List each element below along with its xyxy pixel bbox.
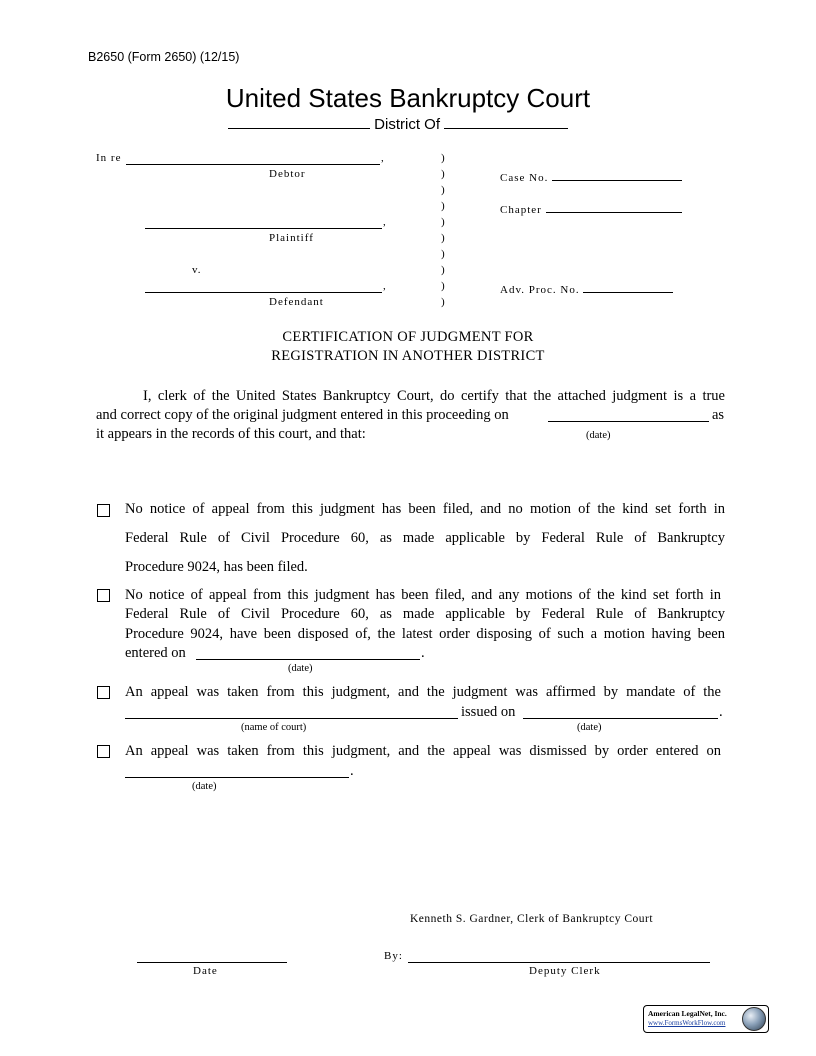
option-4-line-1: An appeal was taken from this judgment, and the appeal was dismissed by order entered on xyxy=(125,743,721,759)
option-3-line-1: An appeal was taken from this judgment, and the judgment was affirmed by mandate of the xyxy=(125,684,721,700)
option-4-date-label: (date) xyxy=(192,781,217,792)
adv-proc-field xyxy=(500,280,673,296)
caption-paren: ) xyxy=(441,168,445,180)
intro-line-1: I, clerk of the United States Bankruptcy Court, do certify that the attached judgment is a true xyxy=(143,388,725,404)
option-3-court-label: (name of court) xyxy=(241,722,307,733)
intro-line-2a: and correct copy of the original judgment entered in this proceeding on xyxy=(96,407,509,423)
caption-paren: ) xyxy=(441,264,445,276)
caption-paren: ) xyxy=(441,216,445,228)
option-4-period: . xyxy=(350,763,354,779)
clerk-title: Clerk of Bankruptcy Court xyxy=(516,913,654,925)
plaintiff-name-blank[interactable] xyxy=(145,216,382,229)
by-label: By: xyxy=(384,950,403,962)
adv-proc-label: Adv. Proc. No. xyxy=(500,284,580,296)
logo-url[interactable]: www.FormsWorkFlow.com xyxy=(648,1019,726,1027)
option-1-line-3: Procedure 9024, has been filed. xyxy=(125,559,308,575)
court-title: United States Bankruptcy Court xyxy=(225,83,591,113)
option-3-date-blank[interactable] xyxy=(523,706,718,719)
option-1-checkbox[interactable] xyxy=(97,504,110,517)
caption-paren: ) xyxy=(441,280,445,292)
case-no-label: Case No. xyxy=(500,172,549,184)
caption-paren: ) xyxy=(441,232,445,244)
district-blank-right[interactable] xyxy=(444,116,568,129)
heading-line-1: CERTIFICATION OF JUDGMENT FOR xyxy=(282,329,534,345)
option-2-line-4: entered on xyxy=(125,645,186,661)
option-3-date-label: (date) xyxy=(577,722,602,733)
chapter-blank[interactable] xyxy=(546,200,682,213)
district-line xyxy=(228,116,568,133)
option-3-issued-on: issued on xyxy=(461,704,516,720)
adv-proc-blank[interactable] xyxy=(583,280,673,293)
debtor-name-blank[interactable] xyxy=(126,152,380,165)
intro-line-2b: as xyxy=(712,407,725,423)
intro-line-3: it appears in the records of this court, and that: xyxy=(96,426,366,442)
plaintiff-label: Plaintiff xyxy=(269,232,314,244)
option-4-date-blank[interactable] xyxy=(125,765,349,778)
option-2-line-1: No notice of appeal from this judgment has been filed, and any motions of the kind set forth in xyxy=(125,587,721,603)
caption-paren: ) xyxy=(441,184,445,196)
option-3-checkbox[interactable] xyxy=(97,686,110,699)
debtor-label: Debtor xyxy=(269,168,306,180)
debtor-comma: , xyxy=(381,152,385,164)
defendant-label: Defendant xyxy=(269,296,324,308)
option-1-line-2: Federal Rule of Civil Procedure 60, as made applicable by Federal Rule of Bankruptcy xyxy=(125,530,725,546)
district-label: District Of xyxy=(374,116,441,133)
chapter-label: Chapter xyxy=(500,204,542,216)
caption-paren: ) xyxy=(441,296,445,308)
in-re-label: In re xyxy=(96,152,122,164)
versus-label: v. xyxy=(192,264,202,276)
deputy-clerk-label: Deputy Clerk xyxy=(529,965,601,977)
american-legalnet-logo[interactable] xyxy=(643,1005,769,1033)
caption-paren: ) xyxy=(441,152,445,164)
option-1-line-1: No notice of appeal from this judgment has been filed, and no motion of the kind set forth in xyxy=(125,501,725,517)
chapter-field xyxy=(500,200,682,216)
case-no-field xyxy=(500,168,682,184)
heading-line-2: REGISTRATION IN ANOTHER DISTRICT xyxy=(271,348,545,364)
judgment-date-blank[interactable] xyxy=(548,409,709,422)
plaintiff-comma: , xyxy=(383,216,387,228)
option-2-date-blank[interactable] xyxy=(196,647,420,660)
option-3-period: . xyxy=(719,704,723,720)
option-4-checkbox[interactable] xyxy=(97,745,110,758)
option-2-line-2: Federal Rule of Civil Procedure 60, as made applicable by Federal Rule of Bankruptcy xyxy=(125,606,725,622)
defendant-comma: , xyxy=(383,280,387,292)
signature-date-blank[interactable] xyxy=(137,950,287,963)
deputy-signature-blank[interactable] xyxy=(408,950,710,963)
globe-icon xyxy=(742,1007,766,1031)
intro-date-label: (date) xyxy=(586,430,611,441)
option-3-court-blank[interactable] xyxy=(125,706,458,719)
clerk-line xyxy=(410,913,653,925)
option-2-line-3: Procedure 9024, have been disposed of, the latest order disposing of such a motion having been xyxy=(125,626,725,642)
defendant-name-blank[interactable] xyxy=(145,280,382,293)
option-2-checkbox[interactable] xyxy=(97,589,110,602)
option-2-period: . xyxy=(421,645,425,661)
district-blank-left[interactable] xyxy=(228,116,370,129)
option-2-date-label: (date) xyxy=(288,663,313,674)
logo-company: American LegalNet, Inc. xyxy=(648,1009,727,1018)
caption-paren: ) xyxy=(441,248,445,260)
caption-paren: ) xyxy=(441,200,445,212)
form-id: B2650 (Form 2650) (12/15) xyxy=(88,50,240,64)
case-no-blank[interactable] xyxy=(552,168,682,181)
signature-date-label: Date xyxy=(193,965,218,977)
clerk-name: Kenneth S. Gardner, xyxy=(410,913,514,925)
